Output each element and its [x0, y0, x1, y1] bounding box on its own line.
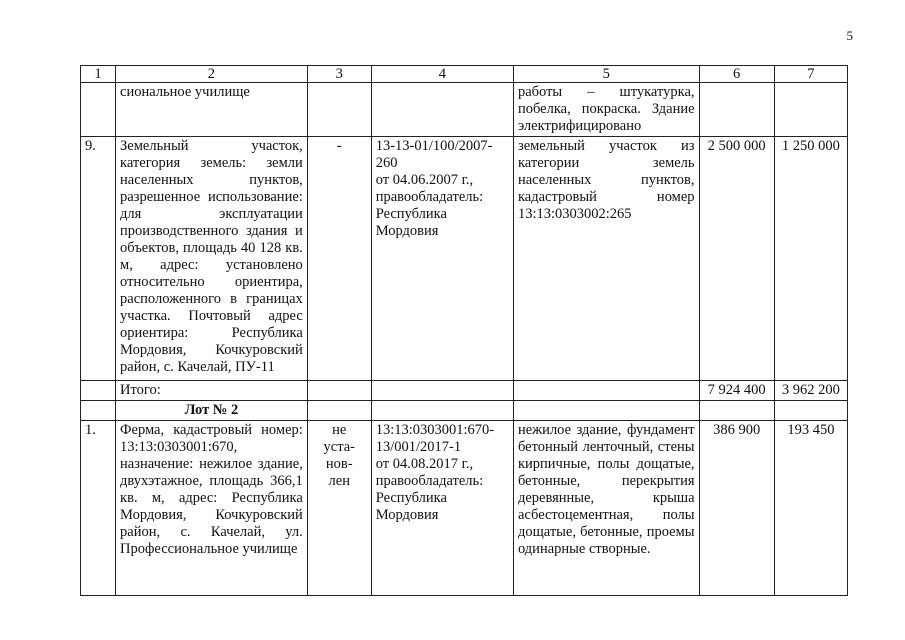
total-half-price: 3 962 200	[774, 381, 847, 401]
cell-num	[81, 381, 116, 401]
cell-characteristics: земельный участок из категории земель населенных пунктов, кадастровый номер 13:13:0303002:265	[513, 137, 699, 381]
cell-reg-no	[307, 83, 371, 137]
page-number: 5	[846, 28, 853, 43]
column-number-2: 2	[116, 66, 308, 83]
cell-price: 386 900	[699, 421, 774, 596]
cell-rights: 13:13:0303001:670-13/001/2017-1 от 04.08.2017 г., правообладатель: Республика Мордовия	[371, 421, 513, 596]
cell-reg-no: не уста- нов- лен	[307, 421, 371, 596]
cell-empty	[513, 381, 699, 401]
column-number-7: 7	[774, 66, 847, 83]
cell-half-price: 1 250 000	[774, 137, 847, 381]
cell-num	[81, 83, 116, 137]
cell-rights: 13-13-01/100/2007-260 от 04.06.2007 г., правообладатель: Республика Мордовия	[371, 137, 513, 381]
cell-num	[81, 401, 116, 421]
cell-empty	[513, 401, 699, 421]
column-number-5: 5	[513, 66, 699, 83]
table-row	[81, 421, 848, 596]
table-row-continuation	[81, 83, 848, 137]
table-header-row	[81, 66, 848, 83]
cell-description: сиональное училище	[116, 83, 308, 137]
cell-num: 9.	[81, 137, 116, 381]
column-number-1: 1	[81, 66, 116, 83]
cell-num: 1.	[81, 421, 116, 596]
column-number-6: 6	[699, 66, 774, 83]
total-price: 7 924 400	[699, 381, 774, 401]
cell-description: Земельный участок, категория земель: земли населенных пунктов, разрешенное использование: для эксплуатации производственного здания и объектов, площадь 40 128 кв. м, адрес: установлено относительно ориентира, расположенного в границах участка. Почтовый адрес ориентира: Республика Мордовия, Кочкуровский район, с. Качелай, ПУ-11	[116, 137, 308, 381]
lot-header-row	[81, 401, 848, 421]
cell-characteristics: работы – штукатурка, побелка, покраска. Здание электрифицировано	[513, 83, 699, 137]
cell-price: 2 500 000	[699, 137, 774, 381]
cell-rights	[371, 83, 513, 137]
property-table	[80, 65, 848, 596]
cell-empty	[774, 401, 847, 421]
cell-reg-no: -	[307, 137, 371, 381]
cell-half-price: 193 450	[774, 421, 847, 596]
cell-half-price	[774, 83, 847, 137]
cell-description: Ферма, кадастровый номер: 13:13:0303001:670, назначение: нежилое здание, двухэтажное, площадь 366,1 кв. м, адрес: Республика Мордовия, Кочкуровский район, с. Качелай, ул. Профессиональное училище	[116, 421, 308, 596]
lot-title: Лот № 2	[116, 401, 308, 421]
cell-empty	[371, 381, 513, 401]
column-number-3: 3	[307, 66, 371, 83]
cell-empty	[307, 381, 371, 401]
total-label: Итого:	[116, 381, 308, 401]
cell-empty	[307, 401, 371, 421]
cell-empty	[371, 401, 513, 421]
column-number-4: 4	[371, 66, 513, 83]
cell-empty	[699, 401, 774, 421]
cell-characteristics: нежилое здание, фундамент бетонный ленточный, стены кирпичные, полы дощатые, бетонные, перекрытия деревянные, крыша асбестоцементная, полы дощатые, бетонные, проемы одинарные створные.	[513, 421, 699, 596]
cell-price	[699, 83, 774, 137]
table-row	[81, 137, 848, 381]
total-row	[81, 381, 848, 401]
